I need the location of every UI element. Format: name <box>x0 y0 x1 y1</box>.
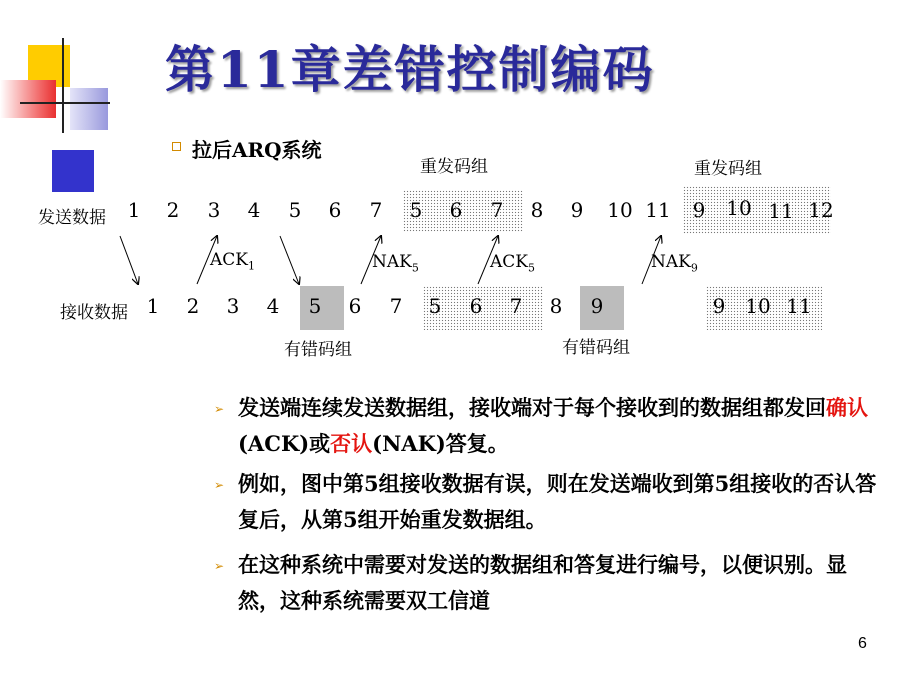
recv-num: 8 <box>549 294 563 318</box>
arrow-bullet-icon: ➢ <box>214 478 225 492</box>
send-num: 8 <box>530 198 544 222</box>
send-num: 9 <box>570 198 584 222</box>
send-arrow-1 <box>120 236 138 284</box>
send-num: 10 <box>607 198 633 222</box>
nak9-label: $NAK_9$ <box>651 252 698 275</box>
recv-num: 5 <box>428 294 442 318</box>
send-data-label: 发送数据 <box>38 208 106 228</box>
subheading: 拉后ARQ系统 <box>192 138 322 162</box>
send-num: 4 <box>247 198 261 222</box>
recv-num: 9 <box>712 294 726 318</box>
bullet-paragraph-1: 发送端连续发送数据组，接收端对于每个接收到的数据组都发回确认(ACK)或否认(NAK)答复。 <box>238 395 868 456</box>
retransmit-label-1: 重发码组 <box>420 157 488 177</box>
slide-title: 第11章差错控制编码 <box>165 40 655 99</box>
recv-num: 7 <box>389 294 403 318</box>
retransmit-label-2: 重发码组 <box>694 159 762 179</box>
send-num: 11 <box>768 199 794 223</box>
ack1-label: $ACK_1$ <box>210 250 255 273</box>
send-arrow-5 <box>280 236 299 284</box>
send-num: 6 <box>449 198 463 222</box>
arrow-bullet-icon: ➢ <box>214 559 225 573</box>
recv-num: 11 <box>786 294 812 318</box>
error-label-1: 有错码组 <box>284 340 352 360</box>
send-num: 10 <box>726 196 752 220</box>
recv-num: 2 <box>186 294 200 318</box>
send-num: 5 <box>288 198 302 222</box>
ack-arrow-5 <box>478 236 498 284</box>
nak-arrow-9 <box>642 236 661 284</box>
recv-num: 6 <box>469 294 483 318</box>
arrow-bullet-icon: ➢ <box>214 402 225 416</box>
send-num: 7 <box>490 198 504 222</box>
send-num: 7 <box>369 198 383 222</box>
page-number: 6 <box>858 635 867 652</box>
recv-num: 5 <box>308 294 322 318</box>
nak-arrow-5 <box>361 236 381 284</box>
recv-num: 9 <box>590 294 604 318</box>
recv-num: 4 <box>266 294 280 318</box>
nak5-label: $NAK_5$ <box>372 252 419 275</box>
recv-num: 7 <box>509 294 523 318</box>
ack-arrow-1 <box>197 236 217 284</box>
send-num: 12 <box>808 198 834 222</box>
recv-num: 1 <box>146 294 160 318</box>
send-num: 6 <box>328 198 342 222</box>
send-num: 9 <box>692 198 706 222</box>
recv-num: 10 <box>745 294 771 318</box>
send-num: 2 <box>166 198 180 222</box>
recv-num: 6 <box>348 294 362 318</box>
send-num: 11 <box>645 198 671 222</box>
bullet-paragraph-3: 在这种系统中需要对发送的数据组和答复进行编号，以便识别。显然，这种系统需要双工信道 <box>238 552 847 613</box>
recv-num: 3 <box>226 294 240 318</box>
bullet-paragraph-2: 例如，图中第5组接收数据有误，则在发送端收到第5组接收的否认答复后，从第5组开始重发数据组。 <box>238 471 877 532</box>
send-num: 1 <box>127 198 141 222</box>
send-num: 5 <box>409 198 423 222</box>
send-num: 3 <box>207 198 221 222</box>
recv-data-label: 接收数据 <box>60 303 128 323</box>
error-label-2: 有错码组 <box>562 338 630 358</box>
ack5-label: $ACK_5$ <box>490 252 535 275</box>
